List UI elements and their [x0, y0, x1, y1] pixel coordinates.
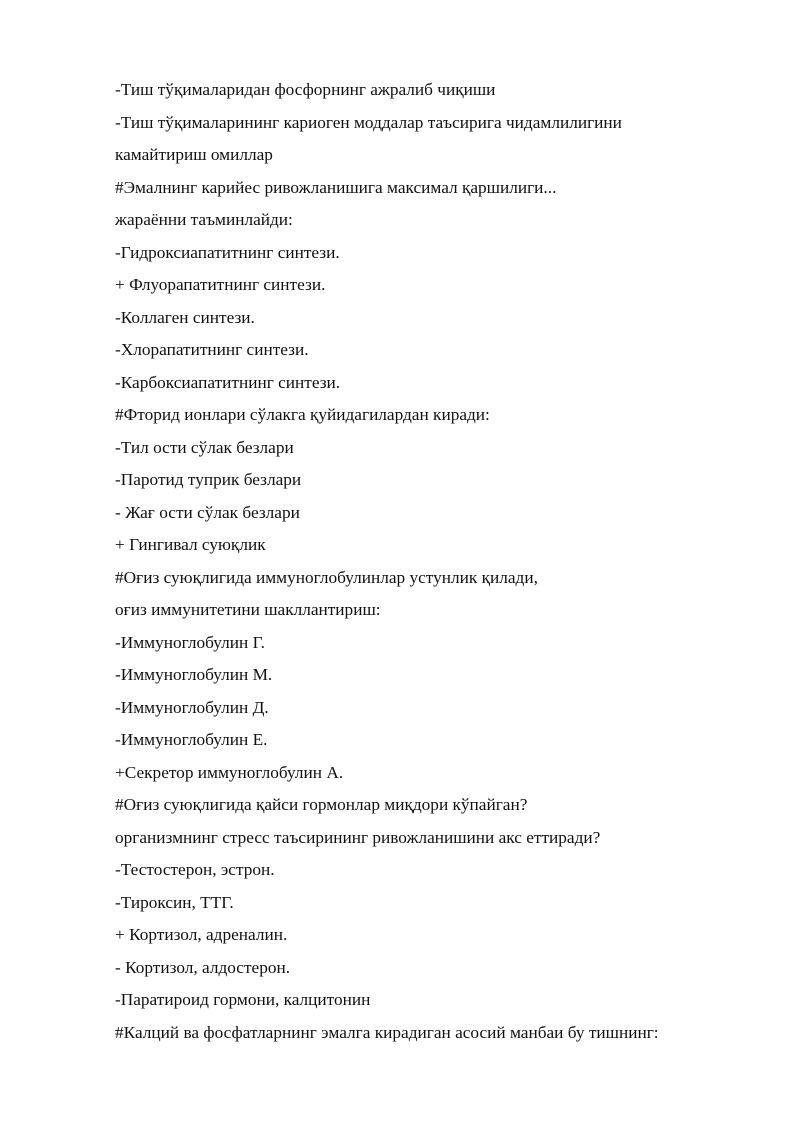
correct-answer-option: +Секретор иммуноглобулин А.	[115, 762, 344, 782]
correct-answer-option: + Кортизол, адреналин.	[115, 925, 288, 944]
answer-option: -Иммуноглобулин Д.	[115, 697, 269, 717]
correct-answer-option: + Флуорапатитнинг синтези.	[115, 275, 326, 294]
answer-option: -Иммуноглобулин М.	[115, 665, 273, 684]
text-line: -Тиш тўқималаридан фосфорнинг ажралиб чиқиши	[115, 80, 496, 99]
answer-option: -Тил ости сўлак безлари	[115, 437, 294, 457]
answer-option: -Гидроксиапатитнинг синтези.	[115, 242, 340, 262]
correct-answer-option: + Гингивал суюқлик	[115, 535, 266, 554]
question-line: #Оғиз суюқлигида иммуноглобулинлар устунлик қилади,	[115, 567, 538, 587]
answer-option: -Карбоксиапатитнинг синтези.	[115, 372, 341, 392]
text-line: организмнинг стресс таъсирининг ривожланишини акс еттиради?	[115, 827, 601, 847]
document-body	[115, 74, 775, 1049]
question-line: #Фторид ионлари сўлакга қуйидагилардан киради:	[115, 405, 490, 424]
question-line: #Оғиз суюқлигида қайси гормонлар миқдори кўпайган?	[115, 795, 528, 814]
answer-option: -Коллаген синтези.	[115, 307, 255, 327]
answer-option: -Тироксин, ТТГ.	[115, 892, 234, 912]
text-line: оғиз иммунитетини шакллантириш:	[115, 600, 381, 619]
question-line: #Эмалнинг карийес ривожланишига максимал қаршилиги...	[115, 177, 557, 197]
answer-option: -Паратироид гормони, калцитонин	[115, 990, 371, 1009]
answer-option: -Тестостерон, эстрон.	[115, 860, 275, 879]
answer-option: -Иммуноглобулин Г.	[115, 632, 265, 652]
answer-option: - Кортизол, алдостерон.	[115, 957, 291, 977]
answer-option: - Жағ ости сўлак безлари	[115, 502, 300, 522]
answer-option: -Паротид туприк безлари	[115, 470, 302, 489]
answer-option: -Иммуноглобулин Е.	[115, 730, 268, 749]
answer-option: -Хлорапатитнинг синтези.	[115, 340, 309, 359]
question-line: #Калций ва фосфатларнинг эмалга кирадиган асосий манбаи бу тишнинг:	[115, 1022, 659, 1042]
text-line: жараённи таъминлайди:	[115, 210, 293, 229]
text-line: камайтириш омиллар	[115, 145, 273, 164]
text-line: -Тиш тўқималарининг кариоген моддалар таъсирига чидамлилигини	[115, 112, 622, 132]
